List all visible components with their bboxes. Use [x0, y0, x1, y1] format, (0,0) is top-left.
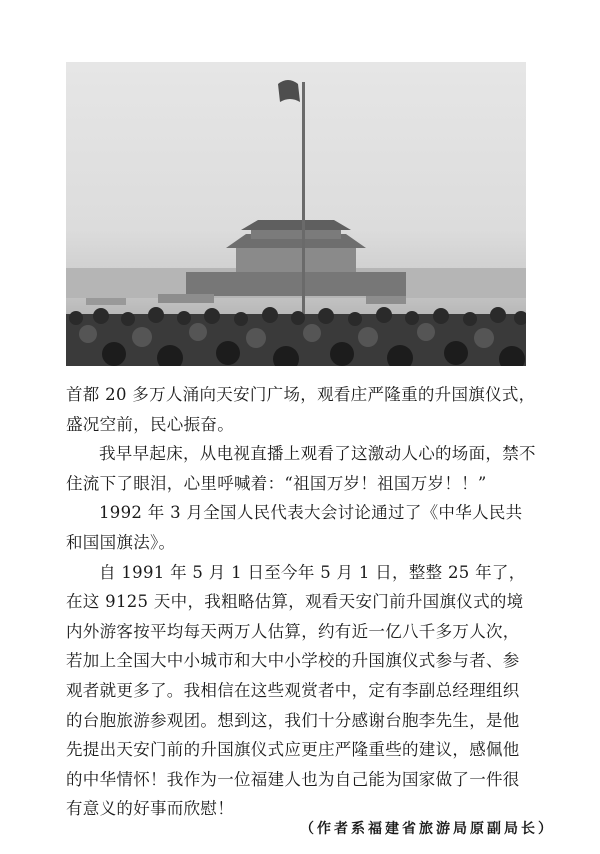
paragraph: 1992 年 3 月全国人民代表大会讨论通过了《中华人民共和国国旗法》。 — [66, 503, 523, 552]
photo-drawing — [66, 62, 526, 366]
paragraph: 首都 20 多万人涌向天安门广场，观看庄严隆重的升国旗仪式，盛况空前，民心振奋。 — [66, 385, 536, 434]
author-byline: （作者系福建省旅游局原副局长） — [300, 821, 555, 837]
article-body — [66, 380, 536, 824]
paragraph: 我早早起床，从电视直播上观看了这激动人心的场面，禁不住流下了眼泪，心里呼喊着：“祖国万岁！祖国万岁！！” — [66, 444, 536, 493]
paragraph: 自 1991 年 5 月 1 日至今年 5 月 1 日，整整 25 年了，在这 9125 天中，我粗略估算，观看天安门前升国旗仪式的境内外游客按平均每天两万人估算，约有近一亿八千多万人次，若加上全国大中小城市和大中小学校的升国旗仪式参与者、参观者就更多了。我相信在这些观赏者中，定有李副总经理组织的台胞旅游参观团。想到这，我们十分感谢台胞李先生，是他先提出天安门前的升国旗仪式应更庄严隆重些的建议，感佩他的中华情怀！我作为一位福建人也为自己能为国家做了一件很有意义的好事而欣慰！ — [66, 562, 526, 819]
tiananmen-flag-raising-photo — [66, 62, 526, 366]
